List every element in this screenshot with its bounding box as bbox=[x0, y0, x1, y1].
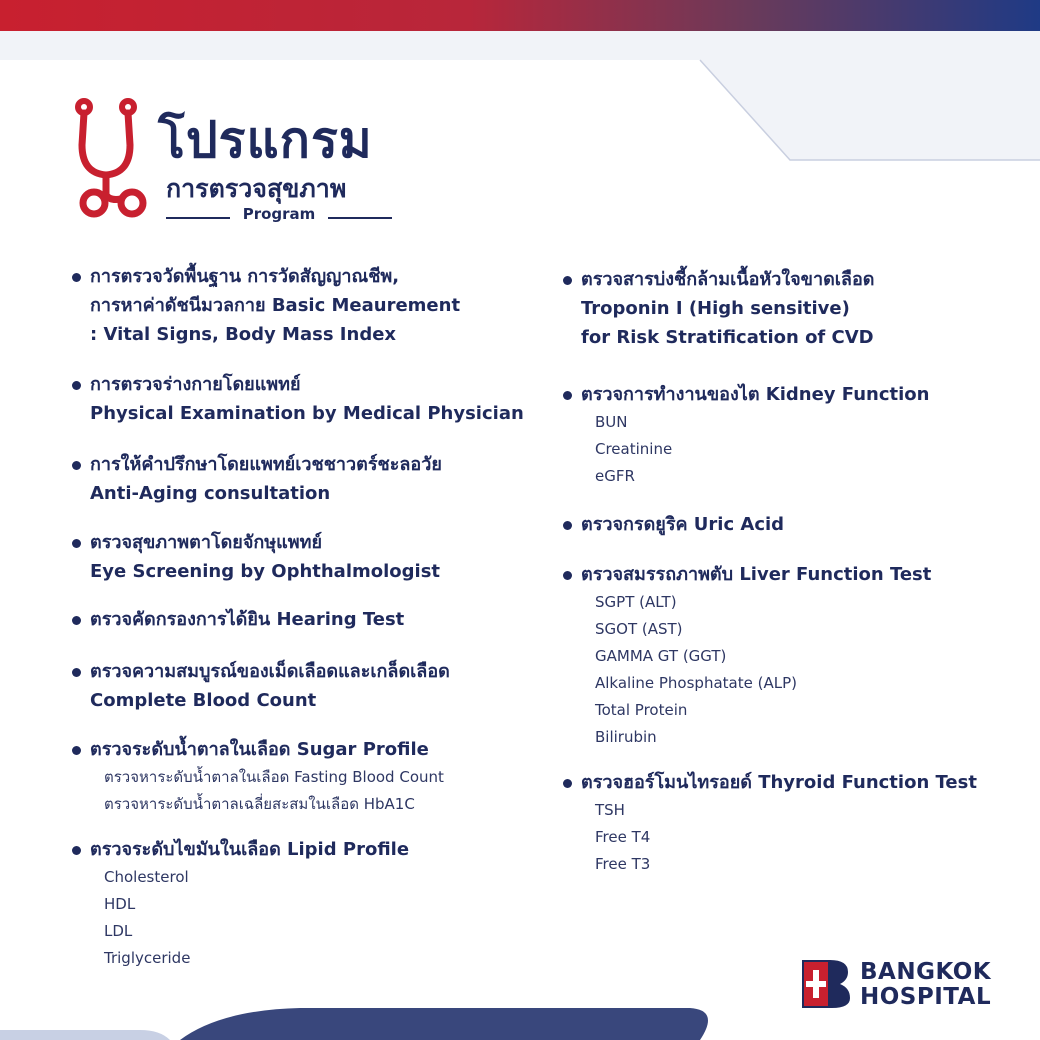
checkup-item bbox=[563, 510, 784, 539]
bangkok-hospital-logo-icon bbox=[800, 958, 852, 1010]
brand-logo bbox=[800, 958, 1010, 1010]
checkup-item-line: ตรวจสุขภาพตาโดยจักษุแพทย์ bbox=[90, 532, 323, 553]
checkup-subitem: Triglyceride bbox=[104, 949, 191, 967]
checkup-subitem: Free T3 bbox=[595, 855, 651, 873]
checkup-subitem: BUN bbox=[595, 413, 628, 431]
bullet-icon bbox=[72, 616, 81, 625]
bullet-icon bbox=[72, 461, 81, 470]
checkup-item-line: ตรวจระดับน้ำตาลในเลือด Sugar Profile bbox=[90, 739, 429, 760]
checkup-item-title bbox=[563, 560, 931, 589]
program-title: โปรแกรม bbox=[158, 111, 373, 169]
checkup-subitem: Alkaline Phosphatate (ALP) bbox=[595, 674, 797, 692]
checkup-subitem: Free T4 bbox=[595, 828, 651, 846]
checkup-subitem: LDL bbox=[104, 922, 133, 940]
checkup-item bbox=[72, 657, 450, 715]
checkup-item bbox=[72, 450, 442, 508]
checkup-item bbox=[72, 605, 404, 634]
checkup-subitem: Creatinine bbox=[595, 440, 673, 458]
checkup-item-line: การตรวจวัดพื้นฐาน การวัดสัญญาณชีพ, bbox=[90, 266, 400, 287]
checkup-item-title bbox=[72, 262, 460, 349]
checkup-item-line: ตรวจสมรรถภาพตับ Liver Function Test bbox=[581, 564, 932, 585]
checkup-subitem: Bilirubin bbox=[595, 728, 657, 746]
bullet-icon bbox=[72, 668, 81, 677]
checkup-item-title bbox=[72, 450, 442, 508]
bullet-icon bbox=[72, 746, 81, 755]
checkup-item-title bbox=[72, 370, 524, 428]
checkup-item-title bbox=[563, 768, 977, 797]
program-subtitle: การตรวจสุขภาพ bbox=[166, 174, 347, 203]
bullet-icon bbox=[563, 276, 572, 285]
checkup-item-line: ตรวจการทำงานของไต Kidney Function bbox=[581, 384, 930, 405]
bullet-icon bbox=[563, 571, 572, 580]
checkup-item-line: ตรวจคัดกรองการได้ยิน Hearing Test bbox=[90, 609, 405, 630]
bullet-icon bbox=[72, 273, 81, 282]
checkup-item-line: Eye Screening by Ophthalmologist bbox=[90, 561, 441, 582]
checkup-item bbox=[563, 560, 931, 751]
checkup-item-title bbox=[563, 510, 784, 539]
checkup-subitem: SGPT (ALT) bbox=[595, 593, 677, 611]
checkup-subitem: Total Protein bbox=[595, 701, 688, 719]
checkup-item-line: ตรวจระดับไขมันในเลือด Lipid Profile bbox=[90, 839, 410, 860]
brand-line-1: BANGKOK bbox=[860, 959, 992, 985]
checkup-item-title bbox=[72, 528, 440, 586]
checkup-item-title bbox=[563, 265, 874, 352]
bullet-icon bbox=[563, 391, 572, 400]
checkup-item-title bbox=[72, 835, 409, 864]
checkup-item-line: การตรวจร่างกายโดยแพทย์ bbox=[90, 374, 301, 395]
checkup-item-line: ตรวจกรดยูริค Uric Acid bbox=[581, 514, 785, 535]
checkup-item-line: for Risk Stratification of CVD bbox=[581, 327, 874, 348]
checkup-item bbox=[72, 528, 440, 586]
checkup-subitem: ตรวจหาระดับน้ำตาลในเลือด Fasting Blood Count bbox=[104, 768, 444, 786]
checkup-item-line: : Vital Signs, Body Mass Index bbox=[90, 324, 397, 345]
checkup-subitem: Cholesterol bbox=[104, 868, 189, 886]
brand-line-2: HOSPITAL bbox=[860, 984, 992, 1010]
checkup-subitem: GAMMA GT (GGT) bbox=[595, 647, 727, 665]
checkup-item-title bbox=[563, 380, 929, 409]
checkup-item-line: การหาค่าดัชนีมวลกาย Basic Meaurement bbox=[90, 295, 461, 316]
bullet-icon bbox=[72, 381, 81, 390]
program-title-block bbox=[70, 95, 410, 235]
stethoscope-icon bbox=[70, 95, 160, 225]
bullet-icon bbox=[72, 539, 81, 548]
checkup-item bbox=[72, 370, 524, 428]
checkup-subitem: HDL bbox=[104, 895, 136, 913]
checkup-item bbox=[72, 262, 460, 349]
checkup-item-line: ตรวจสารบ่งชี้กล้ามเนื้อหัวใจขาดเลือด bbox=[581, 269, 875, 290]
checkup-subitem: SGOT (AST) bbox=[595, 620, 683, 638]
bullet-icon bbox=[563, 521, 572, 530]
checkup-item-title bbox=[72, 605, 404, 634]
checkup-subitem: TSH bbox=[595, 801, 625, 819]
checkup-item-line: Anti-Aging consultation bbox=[90, 483, 331, 504]
bullet-icon bbox=[563, 779, 572, 788]
checkup-item-line: ตรวจฮอร์โมนไทรอยด์ Thyroid Function Test bbox=[581, 772, 977, 793]
checkup-item bbox=[72, 735, 444, 818]
checkup-item-line: Troponin I (High sensitive) bbox=[581, 298, 850, 319]
checkup-item bbox=[563, 380, 929, 490]
bullet-icon bbox=[72, 846, 81, 855]
checkup-item-title bbox=[72, 735, 444, 764]
checkup-item-line: Physical Examination by Medical Physician bbox=[90, 403, 524, 424]
checkup-item bbox=[563, 768, 977, 878]
checkup-item bbox=[563, 265, 874, 352]
checkup-item bbox=[72, 835, 409, 972]
checkup-item-line: Complete Blood Count bbox=[90, 690, 317, 711]
checkup-subitem: ตรวจหาระดับน้ำตาลเฉลี่ยสะสมในเลือด HbA1C bbox=[104, 795, 415, 813]
checkup-item-title bbox=[72, 657, 450, 715]
program-subtitle-en: Program bbox=[242, 205, 316, 223]
divider-right bbox=[328, 217, 392, 219]
checkup-subitem: eGFR bbox=[595, 467, 635, 485]
checkup-item-line: การให้คำปรึกษาโดยแพทย์เวชชาวตร์ชะลอวัย bbox=[90, 454, 442, 475]
brand-name bbox=[860, 960, 991, 1010]
checkup-item-line: ตรวจความสมบูรณ์ของเม็ดเลือดและเกล็ดเลือด bbox=[90, 661, 450, 682]
